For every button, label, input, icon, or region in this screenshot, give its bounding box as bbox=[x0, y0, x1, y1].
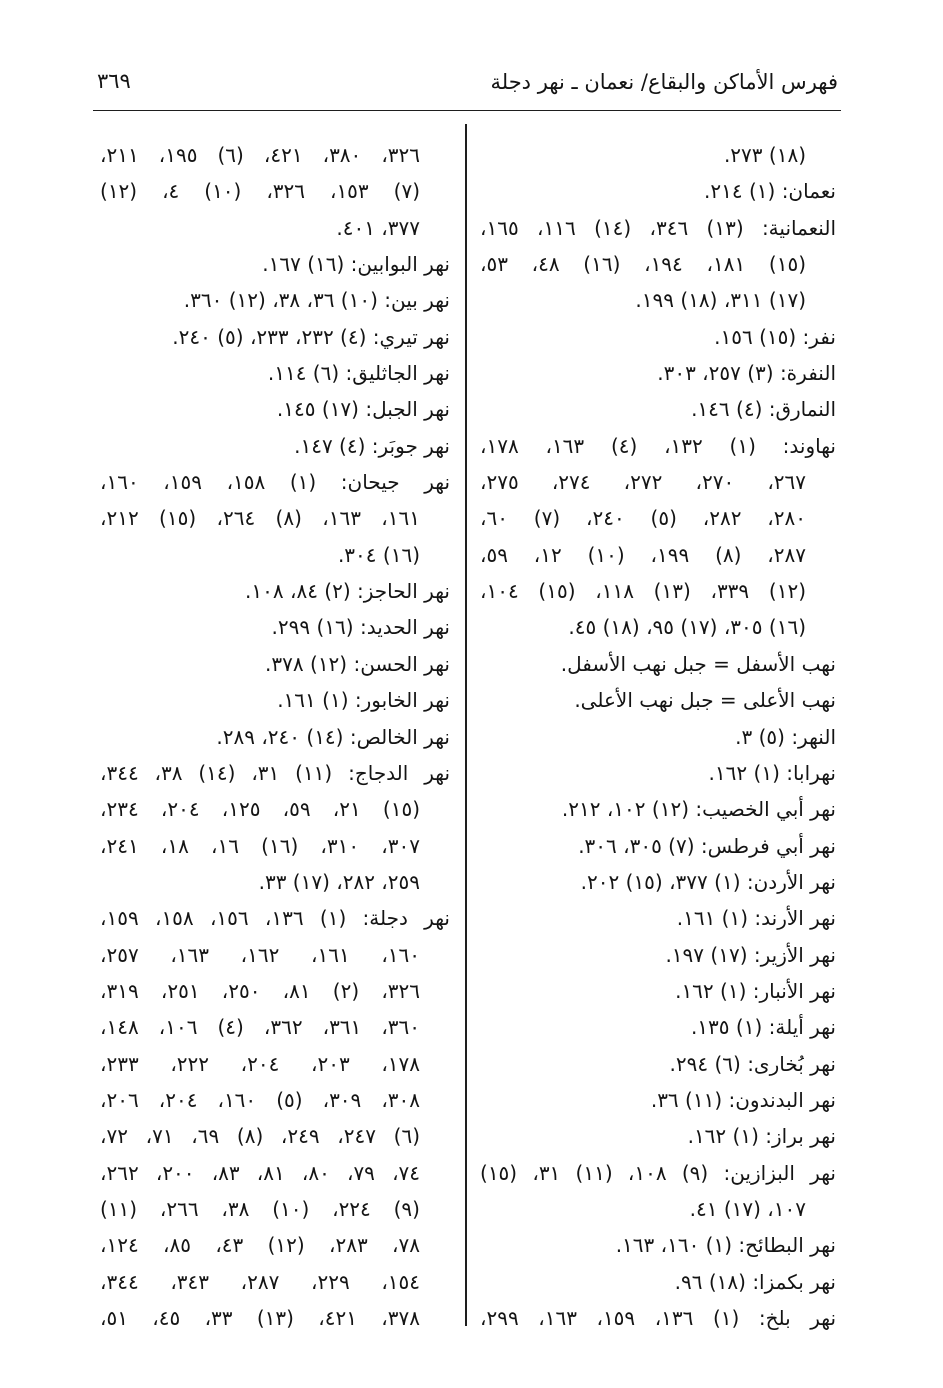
index-entry-continuation: ٣٠٨، ٣٠٩، (٥) ١٦٠، ٢٠٤، ٢٠٦، bbox=[100, 1087, 421, 1112]
index-entry: نهر الأردن: (١) ٣٧٧، (١٥) ٢٠٢. bbox=[580, 869, 836, 894]
index-entry: نهب الأسفل = جبل نهب الأسفل. bbox=[560, 651, 836, 676]
index-entry: نهر الحديد: (١٦) ٢٩٩. bbox=[271, 615, 450, 640]
index-entry: نهر الجبل: (١٧) ١٤٥. bbox=[276, 397, 450, 422]
index-entry-continuation: ٣٢٦، (٢) ٨١، ٢٥٠، ٢٥١، ٣١٩، bbox=[100, 978, 421, 1003]
index-entry-continuation: ١٥٤، ٢٢٩، ٢٨٧، ٣٤٣، ٣٤٤، bbox=[100, 1269, 421, 1294]
index-entry: نهر الدجاج: (١١) ٣١، (١٤) ٣٨، ٣٤٤، bbox=[100, 760, 451, 785]
index-entry: نهر براز: (١) ١٦٢. bbox=[687, 1124, 836, 1149]
index-entry: نهر أيلة: (١) ١٣٥. bbox=[690, 1015, 836, 1040]
index-entry: نهر الحاجز: (٢) ٨٤، ١٠٨. bbox=[245, 579, 450, 604]
index-entry-continuation: ١٦١، ١٦٣، (٨) ٢٦٤، (١٥) ٢١٢، bbox=[100, 506, 420, 531]
index-entry-continuation: (١٦) ٣٠٤. bbox=[337, 542, 420, 567]
index-entry: النهر: (٥) ٣. bbox=[735, 724, 836, 749]
index-entry: نهر البطائح: (١) ١٦٠، ١٦٣. bbox=[615, 1233, 836, 1258]
index-entry: نهر الجاثليق: (٦) ١١٤. bbox=[267, 361, 450, 386]
index-entry-continuation: ٣٧٧، ٤٠١. bbox=[336, 215, 420, 240]
index-entry-continuation: ١٠٧، (١٧) ٤١. bbox=[689, 1196, 806, 1221]
index-column-right bbox=[480, 137, 836, 1336]
page-number: ٣٦٩ bbox=[97, 69, 131, 93]
index-entry-continuation: ٣٦٠، ٣٦١، ٣٦٢، (٤) ١٠٦، ١٤٨، bbox=[100, 1015, 421, 1040]
index-column-left bbox=[100, 137, 450, 1336]
index-entry: نهر الخالص: (١٤) ٢٤٠، ٢٨٩. bbox=[216, 724, 450, 749]
index-entry: نهب الأعلى = جبل نهب الأعلى. bbox=[574, 688, 836, 713]
index-entry: نهر جيحان: (١) ١٥٨، ١٥٩، ١٦٠، bbox=[100, 470, 451, 495]
column-divider bbox=[465, 124, 467, 1326]
index-entry-continuation: ٣٠٧، ٣١٠، (١٦) ١٦، ١٨، ٢٤١، bbox=[100, 833, 420, 858]
index-entry-continuation: (٧) ١٥٣، ٣٢٦، (١٠) ٤، (١٢) bbox=[100, 179, 421, 204]
index-entry: النعمانية: (١٣) ٣٤٦، (١٤) ١١٦، ١٦٥، bbox=[480, 215, 836, 240]
index-entry: نهر الحسن: (١٢) ٣٧٨. bbox=[265, 651, 450, 676]
index-entry-continuation: (١٧) ٣١١، (١٨) ١٩٩. bbox=[635, 288, 806, 313]
index-entry: نهر بكمزا: (١٨) ٩٦. bbox=[674, 1269, 836, 1294]
index-entry-continuation: (١٨) ٢٧٣. bbox=[723, 143, 806, 167]
index-entry: نهر البزازين: (٩) ١٠٨، (١١) ٣١، (١٥) bbox=[480, 1160, 836, 1185]
running-header-title: فهرس الأماكن والبقاع/ نعمان ـ نهر دجلة bbox=[490, 70, 838, 94]
index-entry-continuation: ١٦٠، ١٦١، ١٦٢، ١٦٣، ٢٥٧، bbox=[100, 942, 421, 967]
index-entry: النمارق: (٤) ١٤٦. bbox=[691, 397, 836, 422]
index-entry-continuation: ٢٨٠، ٢٨٢، (٥) ٢٤٠، (٧) ٦٠، bbox=[480, 506, 806, 531]
index-entry: نهر الأزير: (١٧) ١٩٧. bbox=[665, 942, 836, 967]
index-entry: نهر أبي فرطس: (٧) ٣٠٥، ٣٠٦. bbox=[578, 833, 836, 858]
index-entry-continuation: ٣٧٨، ٤٢١، (١٣) ٣٣، ٤٥، ٥١، bbox=[100, 1306, 420, 1330]
index-entry-continuation: (١٢) ٣٣٩، (١٣) ١١٨، (١٥) ١٠٤، bbox=[480, 579, 806, 604]
index-entry: نهر الخابور: (١) ١٦١. bbox=[277, 688, 450, 713]
index-entry-continuation: ٢٦٧، ٢٧٠، ٢٧٢، ٢٧٤، ٢٧٥، bbox=[480, 470, 807, 495]
index-entry: نهرابا: (١) ١٦٢. bbox=[708, 760, 836, 785]
index-entry: نهر بلخ: (١) ١٣٦، ١٥٩، ١٦٣، ٢٩٩، bbox=[480, 1306, 837, 1330]
index-entry-continuation: ١٧٨، ٢٠٣، ٢٠٤، ٢٢٢، ٢٣٣، bbox=[100, 1051, 421, 1076]
index-entry-continuation: (١٥) ١٨١، ١٩٤، (١٦) ٤٨، ٥٣، bbox=[480, 252, 806, 277]
index-entry-continuation: ٧٨، ٢٨٣، (١٢) ٤٣، ٨٥، ١٢٤، bbox=[100, 1233, 420, 1258]
index-entry-continuation: ٧٤، ٧٩، ٨٠، ٨١، ٨٣، ٢٠٠، ٢٦٢، bbox=[100, 1160, 421, 1185]
index-entry: نهر دجلة: (١) ١٣٦، ١٥٦، ١٥٨، ١٥٩، bbox=[100, 906, 450, 931]
index-entry-continuation: (١٦) ٣٠٥، (١٧) ٩٥، (١٨) ٤٥. bbox=[568, 615, 806, 640]
index-entry-continuation: (٩) ٢٢٤، (١٠) ٣٨، ٢٦٦، (١١) bbox=[100, 1196, 420, 1221]
index-entry: نهر بُخارى: (٦) ٢٩٤. bbox=[669, 1051, 836, 1076]
index-entry: نهر أبي الخصيب: (١٢) ١٠٢، ٢١٢. bbox=[561, 797, 836, 822]
index-entry-continuation: ٢٨٧، (٨) ١٩٩، (١٠) ١٢، ٥٩، bbox=[480, 542, 806, 567]
index-entry: نهاوند: (١) ١٣٢، (٤) ١٦٣، ١٧٨، bbox=[480, 433, 837, 458]
index-entry: نهر البوابين: (١٦) ١٦٧. bbox=[262, 252, 450, 277]
index-entry: نهر البدندون: (١١) ٣٦. bbox=[650, 1087, 836, 1112]
index-entry-continuation: ٢٥٩، ٢٨٢، (١٧) ٣٣. bbox=[258, 869, 420, 894]
index-entry: نفر: (١٥) ١٥٦. bbox=[714, 324, 836, 349]
index-entry: نهر تيري: (٤) ٢٣٢، ٢٣٣، (٥) ٢٤٠. bbox=[172, 324, 450, 349]
index-entry-continuation: (٦) ٢٤٧، ٢٤٩، (٨) ٦٩، ٧١، ٧٢، bbox=[100, 1124, 421, 1149]
index-entry: نهر الأرند: (١) ١٦١. bbox=[676, 906, 836, 931]
index-entry: نعمان: (١) ٢١٤. bbox=[704, 179, 836, 204]
index-entry: نهر الأنبار: (١) ١٦٢. bbox=[675, 978, 836, 1003]
index-entry: نهر بين: (١٠) ٣٦، ٣٨، (١٢) ٣٦٠. bbox=[183, 288, 450, 313]
index-entry-continuation: (١٥) ٢١، ٥٩، ١٢٥، ٢٠٤، ٢٣٤، bbox=[100, 797, 420, 822]
index-entry-continuation: ٣٢٦، ٣٨٠، ٤٢١، (٦) ١٩٥، ٢١١، bbox=[100, 143, 421, 167]
index-entry: النفرة: (٣) ٢٥٧، ٣٠٣. bbox=[657, 361, 836, 386]
header-rule bbox=[93, 110, 841, 111]
index-entry: نهر جوبَر: (٤) ١٤٧. bbox=[294, 433, 450, 458]
